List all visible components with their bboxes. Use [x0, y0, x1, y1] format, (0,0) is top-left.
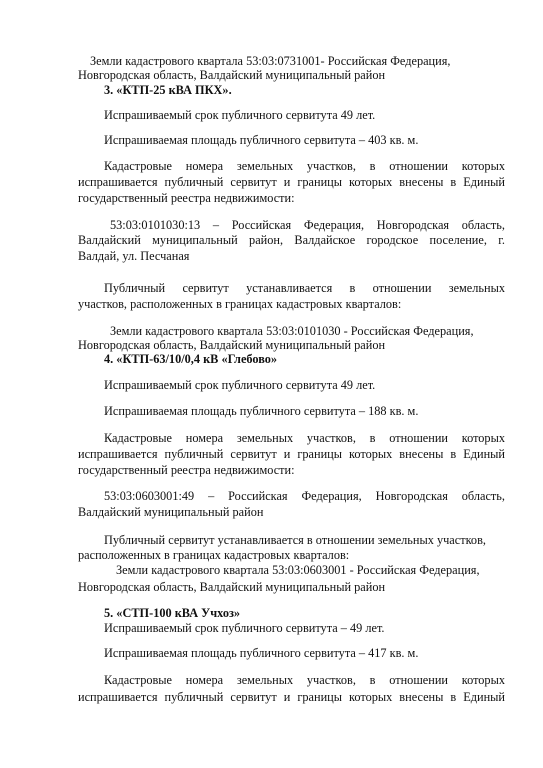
- item-5-title: 5. «СТП-100 кВА Учхоз»: [104, 606, 241, 620]
- area-line: Испрашиваемая площадь публичного сервитута – 188 кв. м.: [104, 404, 419, 418]
- item-4-title: 4. «КТП-63/10/0,4 кВ «Глебово»: [104, 352, 278, 366]
- servitude-scope-line: расположенных в границах кадастровых кварталов:: [78, 548, 350, 562]
- area-line: Испрашиваемая площадь публичного сервитута – 417 кв. м.: [104, 646, 419, 660]
- term-line: Испрашиваемый срок публичного сервитута 49 лет.: [104, 108, 376, 122]
- cadastral-intro-line: испрашивается публичный сервитут и границы которых внесены в Единый: [78, 690, 505, 704]
- cadastral-intro-line: Кадастровые номера земельных участков, в отношении которых: [104, 431, 505, 445]
- cadastral-number-line: 53:03:0603001:49 – Российская Федерация, Новгородская область,: [104, 489, 505, 503]
- address-line: Валдайский муниципальный район: [78, 505, 264, 519]
- servitude-scope-line: Публичный сервитут устанавливается в отношении земельных участков,: [104, 533, 486, 547]
- item-3-title: 3. «КТП-25 кВА ПКХ».: [104, 83, 232, 97]
- area-line: Испрашиваемая площадь публичного сервитута – 403 кв. м.: [104, 133, 419, 147]
- land-quarter-line: Новгородская область, Валдайский муниципальный район: [78, 338, 386, 352]
- servitude-scope-line: участков, расположенных в границах кадастровых кварталов:: [78, 297, 402, 311]
- address-line: Валдайский муниципальный район, Валдайское городское поселение, г.: [78, 233, 505, 247]
- cadastral-intro-line: Кадастровые номера земельных участков, в отношении которых: [104, 673, 505, 687]
- cadastral-intro-line: испрашивается публичный сервитут и границы которых внесены в Единый: [78, 175, 505, 189]
- servitude-scope-line: Публичный сервитут устанавливается в отношении земельных: [104, 281, 505, 295]
- cadastral-number-line: 53:03:0101030:13 – Российская Федерация, Новгородская область,: [110, 218, 505, 232]
- address-line: Валдай, ул. Песчаная: [78, 249, 190, 263]
- land-quarter-line: Земли кадастрового квартала 53:03:0603001 - Российская Федерация,: [116, 563, 480, 577]
- cadastral-intro-line: испрашивается публичный сервитут и границы которых внесены в Единый: [78, 447, 505, 461]
- land-quarter-line: Новгородская область, Валдайский муниципальный район: [78, 580, 386, 594]
- land-quarter-line: Новгородская область, Валдайский муниципальный район: [78, 68, 386, 82]
- term-line: Испрашиваемый срок публичного сервитута – 49 лет.: [104, 621, 385, 635]
- cadastral-intro-line: государственный реестра недвижимости:: [78, 191, 295, 205]
- cadastral-intro-line: Кадастровые номера земельных участков, в отношении которых: [104, 159, 505, 173]
- land-quarter-line: Земли кадастрового квартала 53:03:0101030 - Российская Федерация,: [110, 324, 474, 338]
- cadastral-intro-line: государственный реестра недвижимости:: [78, 463, 295, 477]
- term-line: Испрашиваемый срок публичного сервитута 49 лет.: [104, 378, 376, 392]
- land-quarter-line: Земли кадастрового квартала 53:03:0731001- Российская Федерация,: [90, 54, 451, 68]
